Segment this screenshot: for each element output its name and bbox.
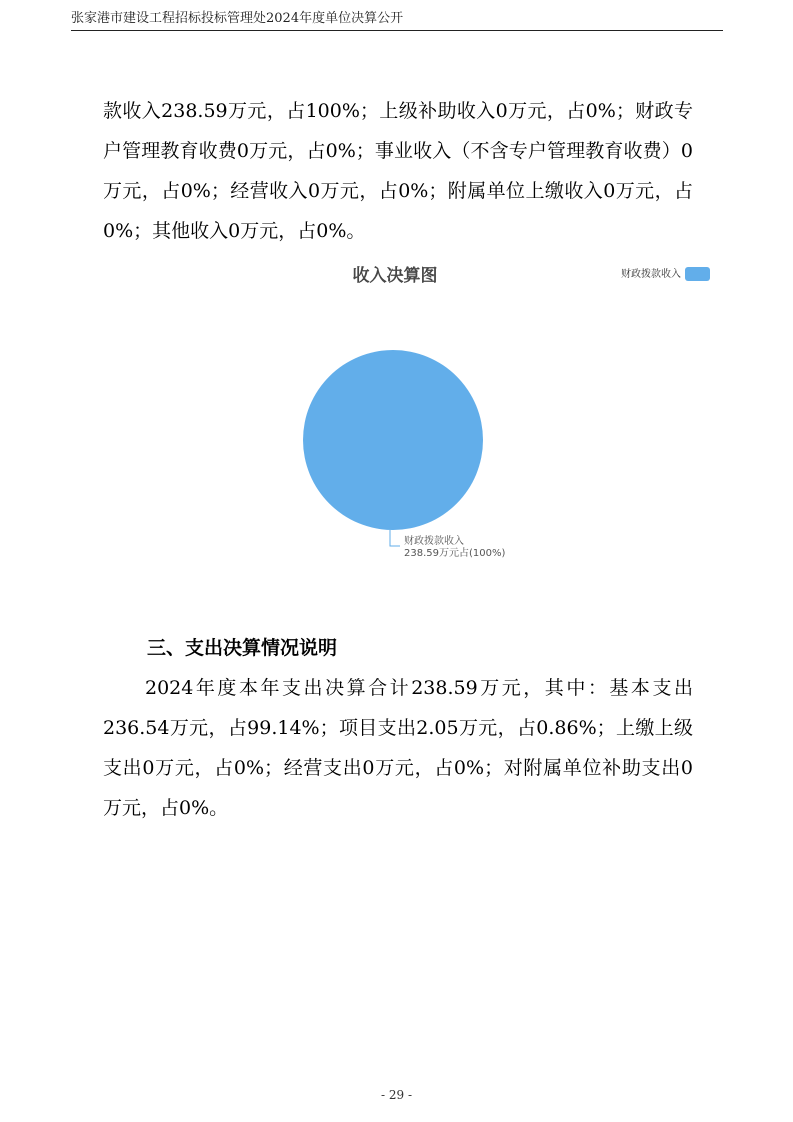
- data-label-value: 238.59万元占(100%): [404, 548, 506, 559]
- chart-title: 收入决算图: [352, 266, 438, 286]
- pie-slices: [303, 350, 483, 530]
- legend-label: 财政拨款收入: [621, 269, 681, 280]
- pie-slice-0: [303, 350, 483, 530]
- expenditure-description: 2024年度本年支出决算合计238.59万元，其中：基本支出236.54万元，占99.14%；项目支出2.05万元，占0.86%；上缴上级支出0万元，占0%；经营支出0万元，占0%；对附属单位补助支出0万元，占0%。: [103, 677, 693, 819]
- income-pie-chart: [70, 258, 730, 568]
- data-label-name: 财政拨款收入: [404, 536, 464, 547]
- section-title-expenditure: 三、支出决算情况说明: [147, 637, 338, 659]
- page-header: 张家港市建设工程招标投标管理处2024年度单位决算公开: [71, 8, 723, 31]
- page-number: - 29 -: [380, 1088, 412, 1102]
- legend-swatch: [685, 267, 710, 281]
- data-label-leader-line: [390, 530, 400, 546]
- income-description: 款收入238.59万元，占100%；上级补助收入0万元，占0%；财政专户管理教育收费0万元，占0%；事业收入（不含专户管理教育收费）0万元，占0%；经营收入0万元，占0%；附属单位上缴收入0万元，占0%；其他收入0万元，占0%。: [103, 100, 693, 242]
